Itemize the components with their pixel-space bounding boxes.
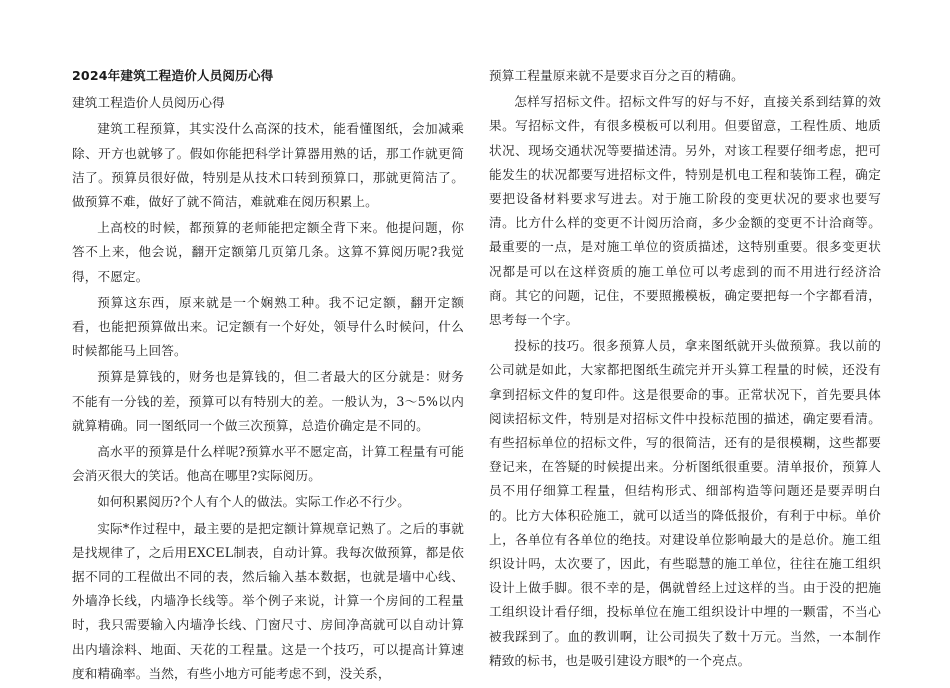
document-subtitle: 建筑工程造价人员阅历心得 <box>72 95 225 111</box>
paragraph: 建筑工程预算，其实没什么高深的技术，能看懂图纸，会加减乘除、开方也就够了。假如你能把科学计算器用熟的话，那工作就更简洁了。预算员很好做，特别是从技术口转到预算口，那就更简洁了。做预算不难，做好了就不简洁，难就难在阅历积累上。 <box>72 121 464 210</box>
paragraph: 预算是算钱的，财务也是算钱的，但二者最大的区分就是：财务不能有一分钱的差，预算可以有特别大的差。一般认为，3～5%以内就算精确。同一图纸同一个做三次预算，总造价确定是不同的。 <box>72 369 464 433</box>
paragraph: 预算这东西，原来就是一个娴熟工种。我不记定额，翻开定额看，也能把预算做出来。记定额有一个好处，领导什么时候问，什么时候都能马上回答。 <box>72 294 464 359</box>
document-title: 2024年建筑工程造价人员阅历心得 <box>72 68 274 83</box>
right-column <box>489 64 881 675</box>
paragraph: 怎样写招标文件。招标文件写的好与不好，直接关系到结算的效果。写招标文件，有很多模板可以利用。但要留意，工程性质、地质状况、现场交通状况等要描述清。另外，对该工程要仔细考虑，把可能发生的状况都要写进招标文件，特别是机电工程和装饰工程，确定要把设备材料要求写进去。对于施工阶段的变更状况的要求也要写清。比方什么样的变更不计阅历洽商，多少金额的变更不计洽商等。最重要的一点，是对施工单位的资质描述，这特别重要。很多变更状况都是可以在这样资质的施工单位可以考虑到的而不用进行经济洽商。其它的问题，记住，不要照搬模板，确定要把每一个字都看清，思考每一个字。 <box>489 94 881 328</box>
paragraph: 上高校的时候，都预算的老师能把定额全背下来。他提问题，你答不上来，他会说，翻开定额第几页第几条。这算不算阅历呢?我觉得，不愿定。 <box>72 220 464 284</box>
paragraph-continuation: 预算工程量原来就不是要求百分之百的精确。 <box>489 68 744 83</box>
paragraph: 如何积累阅历?个人有个人的做法。实际工作必不行少。 <box>97 494 410 510</box>
paragraph: 投标的技巧。很多预算人员，拿来图纸就开头做预算。我以前的公司就是如此，大家都把图纸生疏完并开头算工程量的时候，还没有拿到招标文件的复印件。这是很要命的事。正常状况下，首先要具体阅读招标文件，特别是对招标文件中投标范围的描述，确定要看清。有些招标单位的招标文件，写的很简洁，还有的是很模糊，这些都要登记来，在答疑的时候提出来。分析图纸很重要。清单报价，预算人员不用仔细算工程量，但结构形式、细部构造等问题还是要弄明白的。比方大体积砼施工，就可以适当的降低报价，有利于中标。单价上，各单位有各单位的绝技。对建设单位影响最大的是总价。施工组织设计吗，太次要了，因此，有些聪慧的施工单位，往往在施工组织设计上做手脚。很不幸的是，偶就曾经上过这样的当。由于没的把施工组织设计看仔细，投标单位在施工组织设计中埋的一颗雷，不当心被我踩到了。血的教训啊，让公司损失了数十万元。当然，一本制作精致的标书，也是吸引建设方眼*的一个亮点。 <box>489 338 881 668</box>
paragraph: 高水平的预算是什么样呢?预算水平不愿定高，计算工程量有可能会消灭很大的笑话。他高在哪里?实际阅历。 <box>72 444 464 484</box>
paragraph: 实际*作过程中，最主要的是把定额计算规章记熟了。之后的事就是找规律了，之后用EXCEL制表，自动计算。我每次做预算，都是依据不同的工程做出不同的表，然后输入基本数据，也就是墙中心线、外墙净长线，内墙净长线等。举个例子来说，计算一个房间的工程量时，我只需要输入内墙净长线、门窗尺寸、房间净高就可以自动计算出内墙涂料、地面、天花的工程量。这是一个技巧，可以提高计算速度和精确率。当然，有些小地方可能考虑不到，没关系， <box>72 520 464 681</box>
left-column <box>72 64 464 688</box>
